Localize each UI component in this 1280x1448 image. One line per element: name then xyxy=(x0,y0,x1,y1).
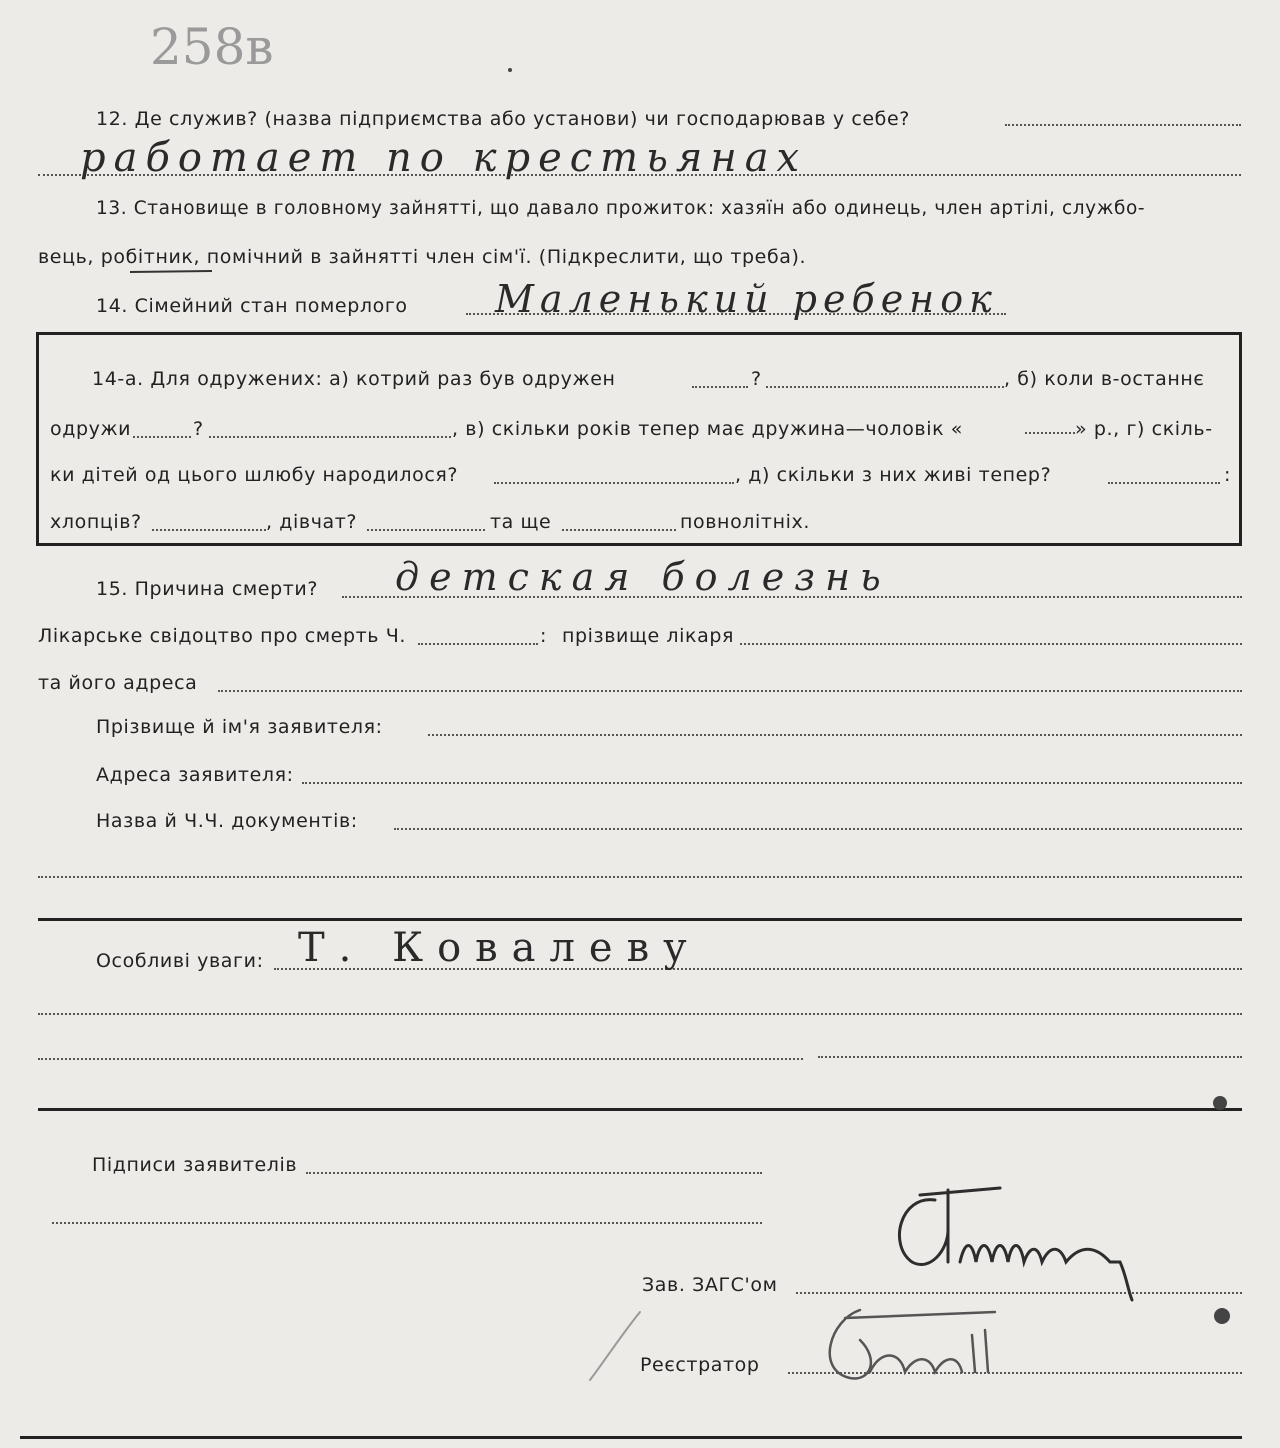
q15-label: 15. Причина смерти? xyxy=(96,578,319,600)
q14a-line1-tail: , б) коли в-останнє xyxy=(1004,368,1205,390)
margin-pencil-mark xyxy=(590,1312,640,1380)
doctor-surname-label: прізвище лікаря xyxy=(562,625,735,647)
medical-cert-colon: : xyxy=(540,625,548,647)
notes-answer: Т. Ковалеву xyxy=(298,925,701,971)
q12-answer: работает по крестьянах xyxy=(80,135,808,181)
applicant-address-label: Адреса заявителя: xyxy=(96,764,294,786)
q14a-line4-adult: повнолітніх. xyxy=(680,511,810,533)
q15-answer: детская болезнь xyxy=(395,555,891,599)
q14a-line2-text: одружи xyxy=(50,418,132,440)
q14-answer: Маленький ребенок xyxy=(495,277,998,321)
worker-underline xyxy=(130,271,212,272)
q14a-line3-mid: , д) скільки з них живі тепер? xyxy=(735,464,1052,486)
q14a-line3-colon: : xyxy=(1224,464,1232,486)
q14a-line3-text: ки дітей од цього шлюбу народилося? xyxy=(50,464,459,486)
q12-label: 12. Де служив? (назва підприємства або установи) чи господарював у себе? xyxy=(96,108,910,130)
q14-label: 14. Сімейний стан померлого xyxy=(96,295,408,317)
q14a-line2-mid: , в) скільки років тепер має дружина—чоловік « xyxy=(452,418,964,440)
applicants-signatures-label: Підписи заявителів xyxy=(92,1154,298,1176)
q14a-q2: ? xyxy=(193,418,204,440)
notes-label: Особливі уваги: xyxy=(96,950,264,972)
ink-blot-2 xyxy=(1214,1308,1230,1324)
registrar-signature xyxy=(830,1310,995,1378)
q14a-line4-girls: , дівчат? xyxy=(266,511,358,533)
q13-line-1: 13. Становище в головному зайнятті, що давало прожиток: хазяїн або одинець, член артілі, службо- xyxy=(96,198,1146,219)
q14a-line2-tail: » р., г) скіль- xyxy=(1075,418,1213,440)
zags-head-signature xyxy=(899,1188,1132,1300)
medical-cert-label: Лікарське свідоцтво про смерть Ч. xyxy=(38,625,406,647)
q13-line-2: вець, робітник, помічний в зайнятті член сім'ї. (Підкреслити, що треба). xyxy=(38,246,807,268)
q14a-q1: ? xyxy=(751,368,762,390)
registrar-label: Реєстратор xyxy=(640,1354,760,1376)
zags-head-label: Зав. ЗАГС'ом xyxy=(642,1274,778,1296)
archive-number: 258в xyxy=(150,18,274,76)
ink-blot-1 xyxy=(1213,1096,1227,1110)
q14a-line1-text: 14-а. Для одружених: а) котрий раз був одружен xyxy=(92,368,616,390)
q14a-line4-more: та ще xyxy=(490,511,552,533)
documents-label: Назва й Ч.Ч. документів: xyxy=(96,810,358,832)
ink-blot-3 xyxy=(508,68,512,72)
applicant-name-label: Прізвище й ім'я заявителя: xyxy=(96,716,383,738)
q14a-line4-boys: хлопців? xyxy=(50,511,142,533)
doctor-address-label: та його адреса xyxy=(38,672,198,694)
